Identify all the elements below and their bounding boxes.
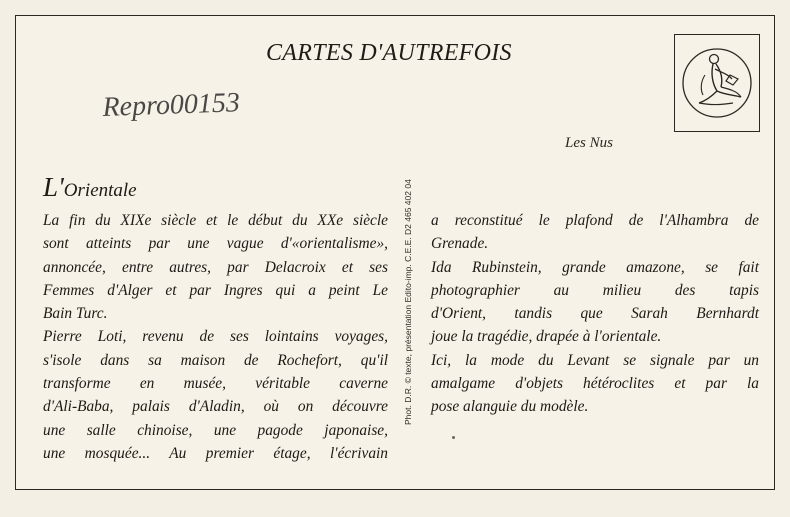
logo — [674, 34, 760, 132]
text-line: a reconstitué le plafond de l'Alhambra de — [431, 212, 759, 229]
text-line: d'Orient, tandis que Sarah Bernhardt — [431, 305, 759, 323]
article-title-rest: Orientale — [63, 180, 137, 201]
article-column-right — [431, 209, 759, 419]
text-line: Femmes d'Alger et par Ingres qui a peint Le — [43, 281, 388, 299]
text-line: joue la tragédie, drapée à l'orientale. — [431, 328, 662, 346]
section-label: Les Nus — [565, 135, 613, 151]
handwritten-reference: Repro00153 — [102, 87, 241, 123]
page-title: CARTES D'AUTREFOIS — [266, 40, 512, 66]
text-line: Bain Turc. — [43, 305, 108, 323]
text-line: Ici, la mode du Levant se signale par un — [431, 351, 759, 369]
text-line: une salle chinoise, une pagode japonaise, — [43, 421, 388, 439]
text-line: sont atteints par une vague d'«orientalisme», — [43, 235, 388, 253]
text-line: d'Ali-Baba, palais d'Aladin, où on découvre — [43, 398, 388, 416]
text-line: photographier au milieu des tapis — [431, 281, 759, 299]
text-line: transforme en musée, véritable caverne — [43, 375, 388, 393]
text-line: Pierre Loti, revenu de ses lointains voyages, — [43, 328, 388, 346]
article-column-left — [43, 209, 388, 465]
text-line: pose alanguie du modèle. — [431, 398, 589, 416]
text-line: annoncée, entre autres, par Delacroix et ses — [43, 258, 388, 276]
article-title — [43, 172, 137, 203]
paper-speck — [452, 436, 455, 439]
text-line: Grenade. — [431, 235, 489, 253]
text-line: une mosquée... Au premier étage, l'écrivain — [43, 444, 388, 462]
side-credit: Phot. D.R. © texte, présentation Edito-imp. C.E.E. D2 465 402 04 — [403, 179, 413, 425]
text-line: amalgame d'objets hétéroclites et par la — [431, 375, 759, 393]
text-line: s'isole dans sa maison de Rochefort, qu'il — [43, 351, 388, 369]
article-title-cap: L' — [43, 172, 64, 202]
seated-reading-figure-icon — [675, 35, 759, 131]
text-line: Ida Rubinstein, grande amazone, se fait — [431, 258, 759, 276]
text-line: La fin du XIXe siècle et le début du XXe siècle — [43, 212, 388, 229]
